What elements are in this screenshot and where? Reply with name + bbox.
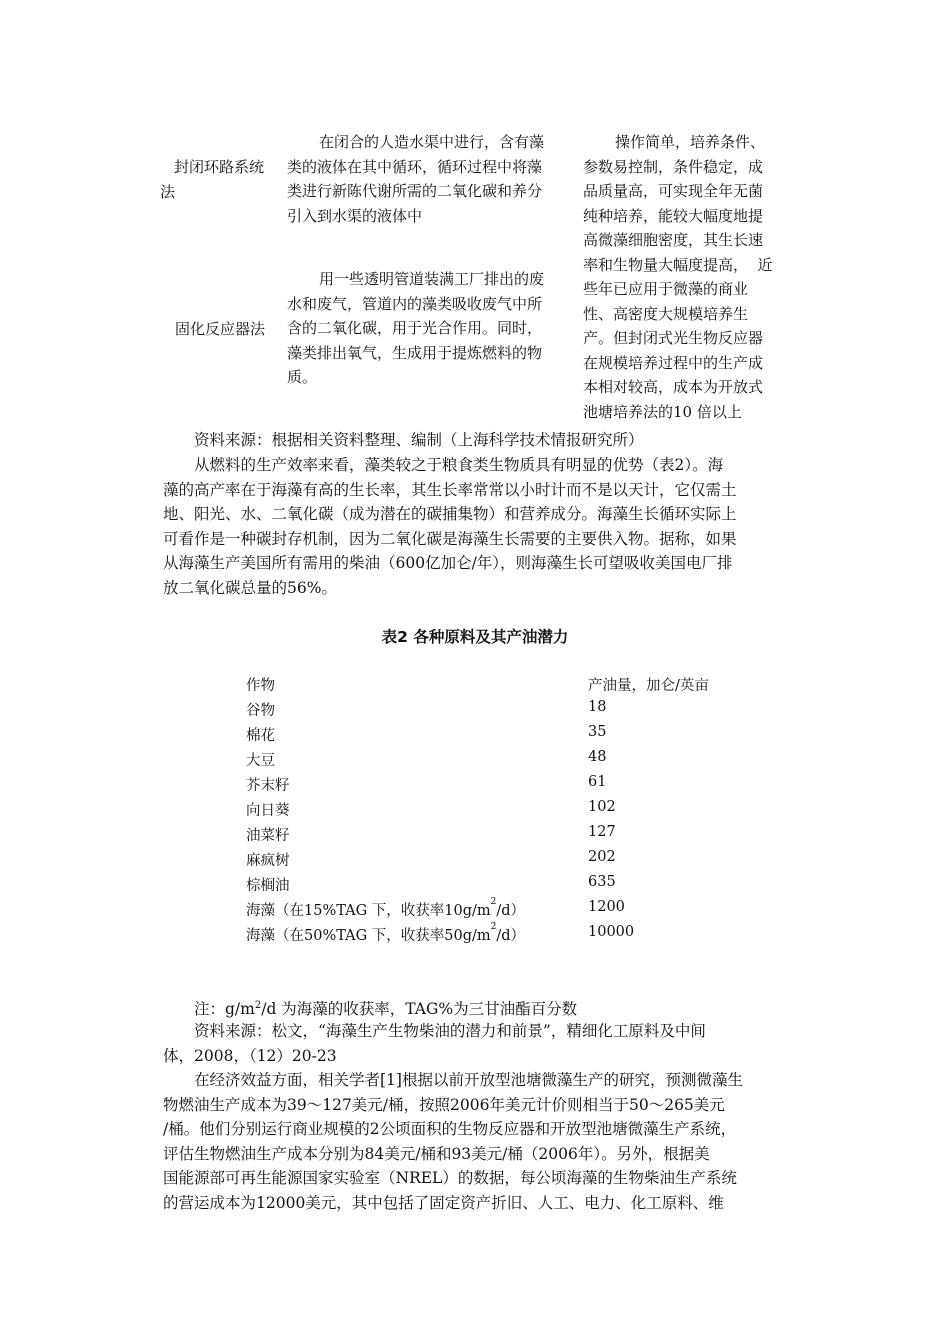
text-line: 放二氧化碳总量的56%。 bbox=[163, 578, 337, 597]
crop-cell: 大豆 bbox=[246, 753, 275, 769]
text-line: 在经济效益方面，相关学者[1]根据以前开放型池塘微藻生产的研究，预测微藻生 bbox=[194, 1071, 743, 1089]
text-line: 参数易控制，条件稳定，成 bbox=[583, 157, 764, 176]
text-line: 从燃料的生产效率来看，藻类较之于粮食类生物质具有明显的优势（表2）。海 bbox=[194, 456, 724, 474]
text-line: 些年已应用于微藻的商业 bbox=[583, 280, 749, 298]
superscript: 2 bbox=[490, 922, 497, 932]
crop-cell: 麻疯树 bbox=[246, 853, 290, 869]
yield-cell: 635 bbox=[588, 874, 616, 890]
yield-cell: 48 bbox=[588, 749, 607, 765]
yield-cell: 18 bbox=[588, 699, 607, 715]
crop-cell: 棉花 bbox=[246, 728, 275, 744]
note-text bbox=[163, 994, 791, 1019]
text-line: 法 bbox=[160, 182, 176, 201]
text-line: 物燃油生产成本为39～127美元/桶，按照2006年美元计价则相当于50～265美元 bbox=[163, 1095, 725, 1114]
note-post: /d 为海藻的收获率，TAG%为三甘油酯百分数 bbox=[261, 1000, 578, 1019]
source-1 bbox=[163, 428, 791, 453]
yield-cell: 1200 bbox=[588, 899, 625, 915]
table2-note bbox=[163, 994, 791, 1019]
crop-text: 海藻（在50%TAG 下，收获率50g/m bbox=[246, 928, 491, 944]
yield-cell: 10000 bbox=[588, 924, 635, 940]
text-line: 资料来源：松文，“海藻生产生物柴油的潜力和前景”，精细化工原料及中间 bbox=[194, 1022, 706, 1040]
text-line: 体，2008，（12）20-23 bbox=[163, 1046, 337, 1065]
text-line: 本相对较高，成本为开放式 bbox=[583, 378, 764, 396]
text-line: 固化反应器法 bbox=[175, 320, 266, 338]
text-line: 操作简单，培养条件、 bbox=[615, 133, 766, 151]
text-line: /桶。他们分别运行商业规模的2公顷面积的生物反应器和开放型池塘微藻生产系统， bbox=[163, 1120, 737, 1138]
text-line: 地、阳光、水、二氧化碳（成为潜在的碳捕集物）和营养成分。海藻生长循环实际上 bbox=[163, 505, 737, 523]
table2-header-crop: 作物 bbox=[246, 678, 275, 694]
text-line: 从海藻生产美国所有需用的柴油（600亿加仑/年），则海藻生长可望吸收美国电厂排 bbox=[163, 554, 733, 572]
crop-text: /d） bbox=[496, 903, 526, 919]
text-line: 高微藻细胞密度，其生长速 bbox=[583, 231, 764, 249]
crop-cell: 向日葵 bbox=[246, 803, 290, 819]
text-line: 质。 bbox=[287, 368, 318, 386]
crop-text: /d） bbox=[496, 928, 526, 944]
text-line: 纯种培养，能较大幅度地提 bbox=[583, 206, 764, 225]
text-line: 引入到水渠的液体中 bbox=[287, 206, 423, 225]
text-line: 的营运成本为12000美元，其中包括了固定资产折旧、人工、电力、化工原料、维 bbox=[163, 1193, 724, 1212]
paragraph-1 bbox=[163, 453, 791, 600]
text-line: 国能源部可再生能源国家实验室（NREL）的数据，每公顷海藻的生物柴油生产系统 bbox=[163, 1169, 737, 1187]
yield-cell: 202 bbox=[588, 849, 616, 865]
yield-cell: 102 bbox=[588, 799, 616, 815]
text-line: 在规模培养过程中的生产成 bbox=[583, 353, 764, 372]
source-1-text: 资料来源：根据相关资料整理、编制（上海科学技术情报研究所） bbox=[194, 431, 644, 449]
table1-row2-description bbox=[287, 267, 577, 390]
superscript: 2 bbox=[490, 897, 497, 907]
text-line: 评估生物燃油生产成本分别为84美元/桶和93美元/桶（2006年）。另外，根据美 bbox=[163, 1144, 710, 1163]
text-line: 品质量高，可实现全年无菌 bbox=[583, 182, 764, 200]
yield-cell: 35 bbox=[588, 724, 607, 740]
paragraph-2 bbox=[163, 1068, 791, 1215]
text-line: 类进行新陈代谢所需的二氧化碳和养分 bbox=[287, 182, 543, 200]
crop-cell: 棕榈油 bbox=[246, 878, 290, 894]
text-line: 用一些透明管道装满工厂排出的废 bbox=[319, 270, 545, 288]
text-line: 藻类排出氧气，生成用于提炼燃料的物 bbox=[287, 343, 543, 362]
source-2 bbox=[163, 1019, 791, 1068]
text-line: 水和废气，管道内的藻类吸收废气中所 bbox=[287, 294, 543, 313]
table2-header-yield: 产油量，加仑/英亩 bbox=[588, 678, 709, 694]
text-line: 池塘培养法的10 倍以上 bbox=[583, 402, 742, 421]
note-pre: 注：g/m bbox=[194, 1000, 255, 1019]
crop-cell bbox=[246, 924, 525, 945]
crop-cell bbox=[246, 899, 525, 920]
text-line: 类的液体在其中循环，循环过程中将藻 bbox=[287, 157, 543, 176]
text-line: 封闭环路系统 bbox=[174, 158, 265, 176]
text-line: 含的二氧化碳，用于光合作用。同时， bbox=[287, 319, 543, 337]
crop-cell: 谷物 bbox=[246, 703, 275, 719]
text-line: 在闭合的人造水渠中进行，含有藻 bbox=[319, 133, 545, 151]
text-line: 率和生物量大幅度提高， 近 bbox=[583, 255, 773, 274]
table2-title: 表2 各种原料及其产油潜力 bbox=[381, 628, 569, 646]
text-line: 性、高密度大规模培养生 bbox=[583, 304, 749, 323]
text-line: 藻的高产率在于海藻有高的生长率，其生长率常常以小时计而不是以天计，它仅需土 bbox=[163, 480, 737, 499]
table1-row1-method bbox=[160, 155, 280, 204]
table1-row2-method bbox=[175, 317, 285, 342]
table1-merged-note bbox=[583, 130, 798, 424]
crop-cell: 油菜籽 bbox=[246, 828, 290, 844]
superscript: 2 bbox=[254, 1000, 262, 1011]
table1-row1-description bbox=[287, 130, 577, 228]
text-line: 产。但封闭式光生物反应器 bbox=[583, 329, 764, 347]
text-line: 可看作是一种碳封存机制，因为二氧化碳是海藻生长需要的主要供入物。据称，如果 bbox=[163, 529, 737, 548]
yield-cell: 127 bbox=[588, 824, 616, 840]
yield-cell: 61 bbox=[588, 774, 607, 790]
crop-text: 海藻（在15%TAG 下，收获率10g/m bbox=[246, 903, 491, 919]
crop-cell: 芥末籽 bbox=[246, 778, 290, 794]
